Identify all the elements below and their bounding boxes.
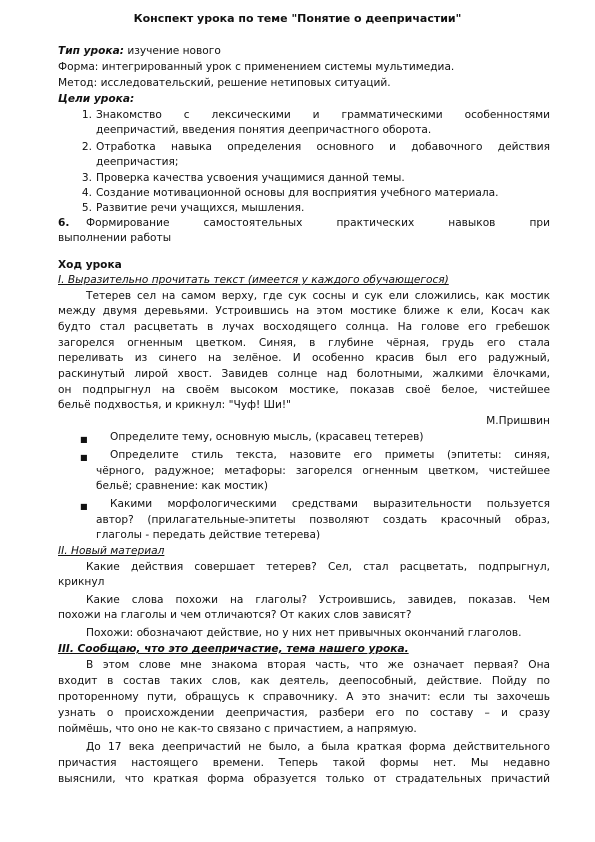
form-line: Форма: интегрированный урок с применением системы мультимедиа. bbox=[58, 61, 455, 73]
goal-number: 2. bbox=[81, 141, 92, 153]
text-author: М.Пришвин bbox=[486, 415, 550, 427]
method-line: Метод: исследовательский, решение нетиповых ситуаций. bbox=[58, 77, 391, 89]
paragraph-line: поймёшь, что оно не как-то связано с причастием, а напрямую. bbox=[58, 723, 417, 735]
text-line: переливать из синего на зелёное. И особенно красив был его радужный, bbox=[58, 352, 550, 364]
paragraph-line: До 17 века деепричастий не было, а была краткая форма действительного bbox=[86, 741, 550, 753]
course-heading: Ход урока bbox=[58, 259, 122, 271]
goal-text: Создание мотивационной основы для восприятия учебного материала. bbox=[96, 187, 499, 199]
paragraph-line: причастия настоящего времени. Теперь такой формы нет. Мы недавно bbox=[58, 757, 550, 769]
section-1-heading: I. Выразительно прочитать текст (имеется у каждого обучающегося) bbox=[58, 274, 449, 286]
goal-6-text: Формирование самостоятельных практических навыков при bbox=[86, 217, 550, 229]
goals-heading: Цели урока: bbox=[58, 93, 135, 105]
goal-text-cont: деепричастий, введения понятия деепричастного оборота. bbox=[96, 124, 432, 136]
section-2-paragraph: Похожи: обозначают действие, но у них нет привычных окончаний глаголов. bbox=[86, 627, 522, 639]
text-line: Тетерев сел на самом верху, где сук сосны и сук ели сложились, как мостик bbox=[86, 290, 550, 302]
section-2-paragraph-cont: крикнул bbox=[58, 576, 105, 588]
document-title: Конспект урока по теме "Понятие о деепричастии" bbox=[133, 12, 462, 25]
paragraph-line: В этом слове мне знакома вторая часть, что же означает первая? Она bbox=[86, 659, 550, 671]
text-line: раскинутый лирой хвост. Завидев солнце над болотными, жалкими ёлочками, bbox=[58, 368, 550, 380]
goal-6-text-cont: выполнении работы bbox=[58, 232, 172, 244]
question-text-cont: глаголы - передать действие тетерева) bbox=[96, 529, 321, 541]
question-text-cont: автор? (прилагательные-эпитеты позволяют создать красочный образ, bbox=[96, 514, 550, 526]
bullet-icon: ■ bbox=[80, 435, 88, 444]
goal-6-number: 6. bbox=[58, 217, 70, 229]
question-text: Какими морфологическими средствами выразительности пользуется bbox=[110, 498, 550, 510]
goal-text: Проверка качества усвоения учащимися данной темы. bbox=[96, 172, 405, 184]
paragraph-line: проторенному пути, обращусь к справочнику. А это значит: если ты захочешь bbox=[58, 691, 550, 703]
paragraph-line: входит в состав таких слов, как деятель, деепособный, действие. Пойду по bbox=[58, 675, 550, 687]
lesson-type-value: изучение нового bbox=[124, 45, 221, 57]
goal-number: 4. bbox=[81, 187, 92, 199]
question-text-cont: бельё; сравнение: как мостик) bbox=[96, 480, 269, 492]
question-text-cont: чёрного, радужное; метафоры: загорелся огненным цветком, чистейшее bbox=[96, 465, 550, 477]
text-line: будто стал расцветать в лучах восходящего солнца. На голове его гребешок bbox=[58, 321, 550, 333]
text-line: бельё подхвостья, и крикнул: "Чуф! Ши!" bbox=[58, 399, 291, 411]
goal-text: Развитие речи учащихся, мышления. bbox=[96, 202, 305, 214]
section-2-paragraph-cont: похожи на глаголы и чем отличаются? От каких слов зависят? bbox=[58, 609, 412, 621]
goal-text-cont: деепричастия; bbox=[96, 156, 179, 168]
goal-number: 5. bbox=[81, 202, 92, 214]
text-line: между двумя деревьями. Устроившись на этом мостике ближе к ели, Косач как bbox=[58, 305, 550, 317]
lesson-type-label: Тип урока: bbox=[58, 45, 124, 57]
section-2-paragraph: Какие действия совершает тетерев? Сел, стал расцветать, подпрыгнул, bbox=[86, 561, 550, 573]
section-3-heading: III. Сообщаю, что это деепричастие, тема нашего урока. bbox=[58, 643, 409, 655]
question-text: Определите стиль текста, назовите его приметы (эпитеты: синяя, bbox=[110, 449, 550, 461]
goal-number: 1. bbox=[81, 109, 92, 121]
goal-text: Отработка навыка определения основного и добавочного действия bbox=[96, 141, 550, 153]
bullet-icon: ■ bbox=[80, 502, 88, 511]
bullet-icon: ■ bbox=[80, 453, 88, 462]
paragraph-line: узнать о происхождении деепричастия, разбери его по составу – и сразу bbox=[58, 707, 550, 719]
goal-text: Знакомство с лексическими и грамматическими особенностями bbox=[96, 109, 550, 121]
text-line: загорелся огненным цветком. Синяя, в глубине чёрная, грудь его стала bbox=[58, 337, 550, 349]
section-2-paragraph: Какие слова похожи на глаголы? Устроившись, завидев, показав. Чем bbox=[86, 594, 550, 606]
text-line: он подпрыгнул на своём высоком мостике, показав своё белое, чистейшее bbox=[58, 384, 550, 396]
question-text: Определите тему, основную мысль, (красавец тетерев) bbox=[110, 431, 424, 443]
section-2-heading: II. Новый материал bbox=[58, 545, 165, 557]
lesson-type-line bbox=[58, 44, 221, 59]
paragraph-line: выяснили, что краткая форма образуется только от страдательных причастий bbox=[58, 773, 550, 785]
goal-number: 3. bbox=[81, 172, 92, 184]
